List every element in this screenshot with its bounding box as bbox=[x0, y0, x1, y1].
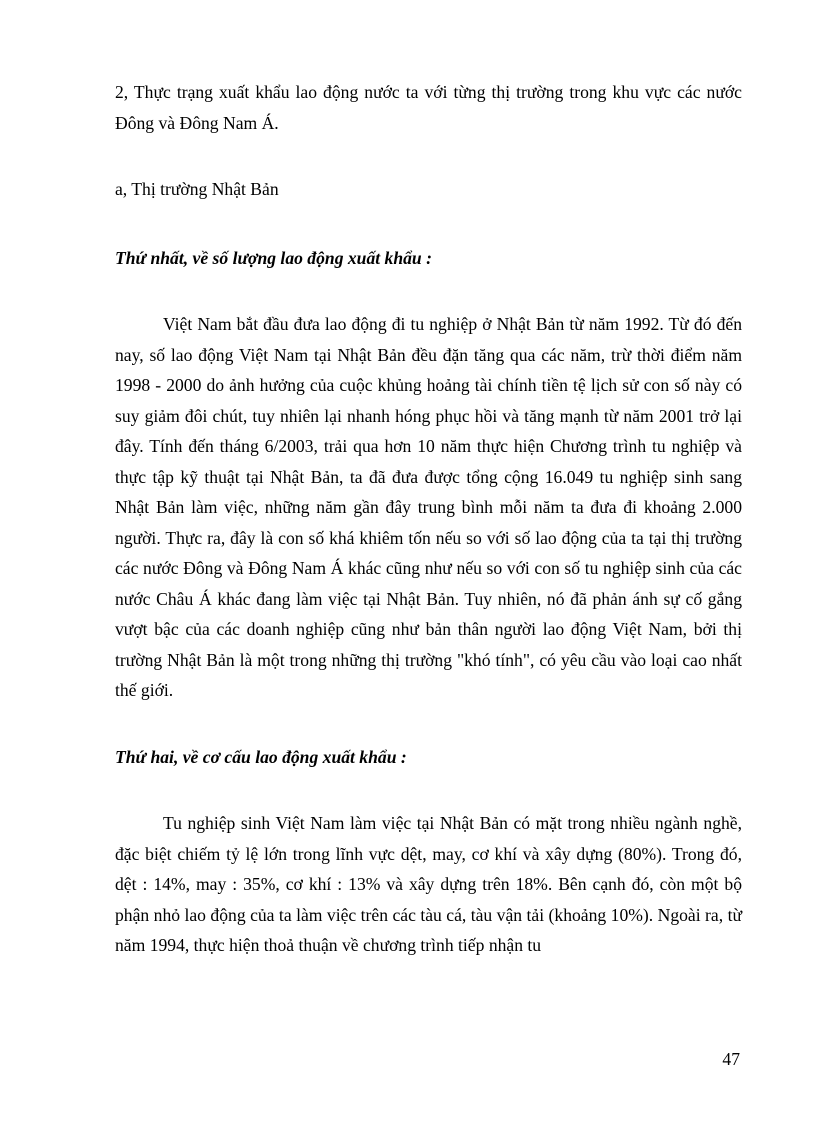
first-point-heading: Thứ nhất, về số lượng lao động xuất khẩu : bbox=[115, 247, 432, 268]
document-page bbox=[115, 77, 742, 961]
section-title: 2, Thực trạng xuất khẩu lao động nước ta với từng thị trường trong khu vực các nước Đông và Đông Nam Á. bbox=[115, 82, 742, 133]
second-point-heading: Thứ hai, về cơ cấu lao động xuất khẩu : bbox=[115, 746, 407, 767]
second-point-paragraph: Tu nghiệp sinh Việt Nam làm việc tại Nhật Bản có mặt trong nhiều ngành nghề, đặc biệt chiếm tỷ lệ lớn trong lĩnh vực dệt, may, cơ khí và xây dựng (80%). Trong đó, dệt : 14%, may : 35%, cơ khí : 13% và xây dựng trên 18%. Bên cạnh đó, còn một bộ phận nhỏ lao động của ta làm việc trên các tàu cá, tàu vận tải (khoảng 10%). Ngoài ra, từ năm 1994, thực hiện thoả thuận về chương trình tiếp nhận tu bbox=[115, 813, 742, 955]
page-number: 47 bbox=[722, 1049, 740, 1069]
subsection-title: a, Thị trường Nhật Bản bbox=[115, 179, 279, 199]
first-point-paragraph: Việt Nam bắt đầu đưa lao động đi tu nghiệp ở Nhật Bản từ năm 1992. Từ đó đến nay, số lao động Việt Nam tại Nhật Bản đều đặn tăng qua các năm, trừ thời điểm năm 1998 - 2000 do ảnh hưởng của cuộc khủng hoảng tài chính tiền tệ lịch sử con số này có suy giảm đôi chút, tuy nhiên lại nhanh hóng phục hồi và tăng mạnh từ năm 2001 trở lại đây. Tính đến tháng 6/2003, trải qua hơn 10 năm thực hiện Chương trình tu nghiệp và thực tập kỹ thuật tại Nhật Bản, ta đã đưa được tổng cộng 16.049 tu nghiệp sinh sang Nhật Bản làm việc, những năm gần đây trung bình mỗi năm ta đưa đi khoảng 2.000 người. Thực ra, đây là con số khá khiêm tốn nếu so với số lao động của ta tại thị trường các nước Đông và Đông Nam Á khác cũng như nếu so với con số tu nghiệp sinh của các nước Châu Á khác đang làm việc tại Nhật Bản. Tuy nhiên, nó đã phản ánh sự cố gắng vượt bậc của các doanh nghiệp cũng như bản thân người lao động Việt Nam, bởi thị trường Nhật Bản là một trong những thị trường "khó tính", có yêu cầu vào loại cao nhất thế giới. bbox=[115, 314, 742, 700]
